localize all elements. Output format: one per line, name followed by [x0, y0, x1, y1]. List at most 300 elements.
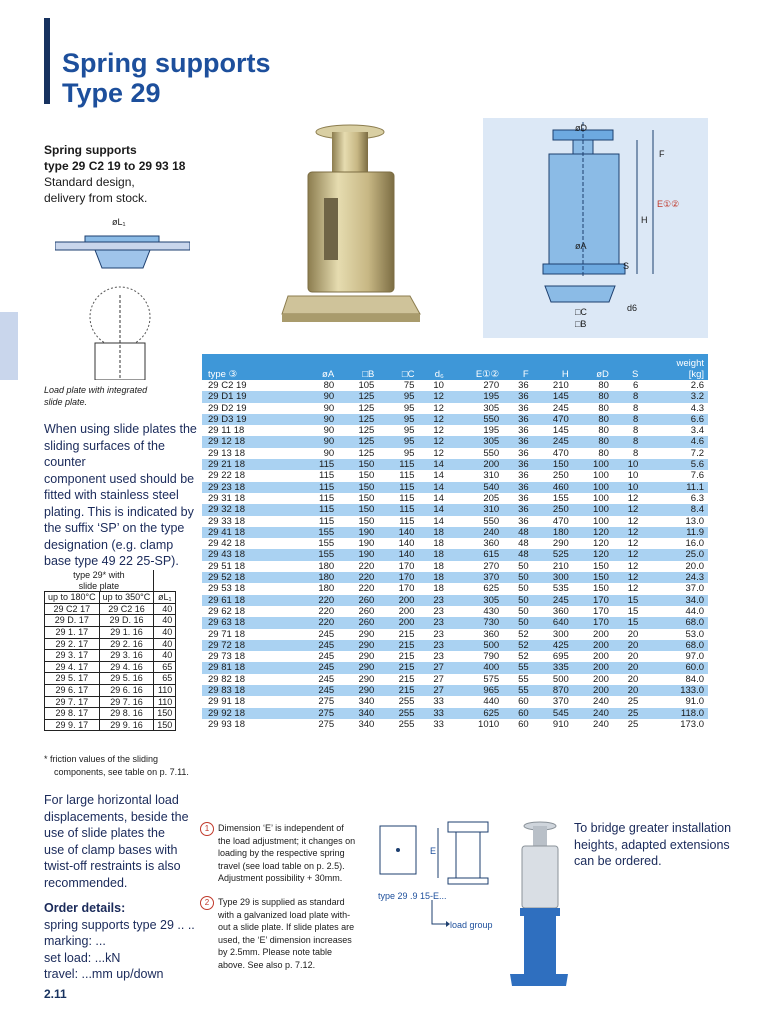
table-cell: 1010	[478, 718, 500, 730]
table-cell: 80	[323, 380, 335, 391]
table-cell: 173.0	[680, 718, 704, 730]
table-cell: 13.0	[685, 515, 704, 527]
table-cell: 500	[446, 640, 501, 651]
slide-table-cell: 150	[154, 708, 176, 720]
table-cell: 220	[358, 583, 375, 595]
table-cell: 340	[336, 708, 376, 719]
table-row	[202, 617, 708, 628]
table-cell: 27	[416, 685, 445, 696]
slide-table-cell: 40	[154, 603, 176, 615]
table-cell: 260	[358, 605, 375, 617]
table-cell: 29 42 18	[208, 538, 245, 550]
table-cell: 120	[571, 527, 611, 538]
table-cell: 33	[433, 696, 444, 708]
table-cell: 12	[611, 549, 640, 560]
table-row	[202, 606, 708, 617]
table-cell: 12	[416, 436, 445, 447]
table-cell: 52	[518, 628, 529, 640]
slide-plate-text: When using slide plates the sliding surfaces of the counter component used should be fitted with stainless steel plating. This is indicated by the suffix ‘SP’ on the type designation (e.g. clamp base type 49 22 25-SP).	[44, 422, 197, 568]
table-cell: 14	[433, 515, 444, 527]
slide-table-cell: 29 9. 16	[99, 719, 154, 731]
slide-table-col3: øL₁	[154, 592, 176, 604]
table-cell: 340	[358, 718, 375, 730]
table-cell: 150	[358, 470, 375, 482]
table-cell: 440	[483, 696, 500, 708]
table-cell: 118.0	[640, 708, 708, 719]
table-cell: 33	[433, 718, 444, 730]
table-row	[202, 448, 708, 459]
table-cell: 550	[483, 515, 500, 527]
title-accent-bar	[44, 18, 50, 104]
slide-table-cell: 40	[154, 626, 176, 638]
table-cell: 20	[627, 673, 639, 685]
table-cell: 220	[296, 595, 336, 606]
table-cell: 29 71 18	[208, 628, 245, 640]
table-cell: 255	[376, 708, 416, 719]
table-cell: 8	[633, 425, 639, 437]
table-cell: 215	[398, 651, 415, 663]
table-cell: 200	[571, 662, 611, 673]
table-cell: 115	[296, 459, 336, 470]
table-cell: 500	[552, 673, 569, 685]
table-cell: 180	[531, 527, 571, 538]
table-cell: 625	[446, 708, 501, 719]
table-cell: 68.0	[640, 640, 708, 651]
spring-support-table	[202, 354, 708, 730]
dim-label-C: □C	[575, 307, 587, 317]
table-cell: 27	[416, 662, 445, 673]
dim-label-D: øD	[575, 123, 587, 133]
table-cell: 150	[336, 459, 376, 470]
table-cell: 965	[446, 685, 501, 696]
table-row	[202, 380, 708, 391]
table-row	[202, 459, 708, 470]
table-cell: 11.1	[640, 482, 708, 493]
table-cell: 29 23 18	[202, 482, 296, 493]
table-cell: 16.0	[685, 538, 704, 550]
slide-plate-detail-drawing	[85, 285, 155, 380]
table-cell: 48	[518, 538, 529, 550]
dim-label-F: F	[659, 149, 665, 159]
table-cell: 245	[296, 640, 336, 651]
slide-table-cell: 65	[154, 673, 176, 685]
table-cell: 460	[531, 482, 571, 493]
table-cell: 370	[552, 696, 569, 708]
table-cell: 240	[593, 696, 609, 708]
slide-table-cell: 29 6. 16	[99, 684, 154, 696]
table-cell: 270	[483, 560, 500, 572]
table-cell: 115	[399, 492, 415, 504]
table-row	[202, 583, 708, 594]
table-cell: 23	[433, 651, 444, 663]
table-cell: 34.0	[640, 595, 708, 606]
table-row	[202, 391, 708, 402]
table-cell: 6.6	[640, 414, 708, 425]
table-row	[202, 493, 708, 504]
slide-table-cell: 29 4. 17	[45, 661, 100, 673]
table-cell: 245	[552, 402, 569, 414]
table-cell: 91.0	[685, 696, 704, 708]
table-cell: 29 21 18	[202, 459, 296, 470]
table-cell: 36	[501, 459, 530, 470]
table-cell: 5.6	[640, 459, 708, 470]
table-cell: 15	[611, 617, 640, 628]
table-cell: 180	[318, 560, 335, 572]
table-cell: 170	[376, 572, 416, 583]
slide-table-cell: 29 D. 16	[99, 615, 154, 627]
table-cell: 29 81 18	[202, 662, 296, 673]
table-cell: 275	[318, 718, 335, 730]
slide-table-cell: 40	[154, 650, 176, 662]
table-cell: 125	[336, 391, 376, 402]
table-cell: 36	[518, 425, 529, 437]
dimension-drawing-svg	[483, 118, 708, 338]
table-cell: 240	[593, 718, 609, 730]
table-cell: 245	[318, 651, 335, 663]
table-cell: 2.6	[690, 380, 704, 391]
table-cell: 23	[416, 595, 445, 606]
table-cell: 275	[318, 696, 335, 708]
table-cell: 8	[633, 447, 639, 459]
table-row	[202, 674, 708, 685]
table-cell: 170	[571, 595, 611, 606]
table-cell: 95	[403, 402, 415, 414]
table-cell: 29 D1 19	[202, 391, 296, 402]
table-cell: 55	[501, 685, 530, 696]
table-cell: 200	[593, 673, 609, 685]
table-cell: 44.0	[685, 605, 704, 617]
friction-note: * friction values of the sliding components, see table on p. 7.11.	[44, 754, 189, 777]
table-cell: 215	[398, 628, 415, 640]
table-cell: 52	[518, 651, 529, 663]
slide-table-row	[45, 661, 176, 673]
slide-table-row	[45, 603, 176, 615]
table-cell: 200	[446, 459, 501, 470]
table-cell: 29 C2 19	[208, 380, 247, 391]
slide-table-cell: 29 5. 17	[45, 673, 100, 685]
table-header-cell: øD	[571, 354, 611, 380]
slide-table-cell: 29 8. 16	[99, 708, 154, 720]
table-cell: 37.0	[685, 583, 704, 595]
table-header-cell: S	[611, 354, 640, 380]
table-cell: 115	[376, 504, 416, 515]
slide-table-row	[45, 719, 176, 731]
table-cell: 29 53 18	[208, 583, 245, 595]
table-cell: 150	[336, 482, 376, 493]
table-cell: 400	[446, 662, 501, 673]
slide-table-row	[45, 673, 176, 685]
table-cell: 60	[518, 718, 529, 730]
table-row	[202, 708, 708, 719]
table-cell: 100	[571, 504, 611, 515]
dim-label-d6: d6	[627, 303, 638, 313]
table-cell: 29 93 18	[208, 718, 245, 730]
table-cell: 50	[501, 572, 530, 583]
table-cell: 29 83 18	[202, 685, 296, 696]
slide-table-cell: 29 7. 16	[99, 696, 154, 708]
slide-table-cell: 29 9. 17	[45, 719, 100, 731]
table-cell: 695	[552, 651, 569, 663]
table-cell: 29 43 18	[202, 549, 296, 560]
table-cell: 115	[399, 515, 415, 527]
table-cell: 14	[433, 470, 444, 482]
table-cell: 15	[627, 605, 639, 617]
table-cell: 29 33 18	[208, 515, 245, 527]
table-cell: 8.4	[640, 504, 708, 515]
table-cell: 97.0	[685, 651, 704, 663]
table-cell: 200	[571, 685, 611, 696]
table-cell: 625	[483, 583, 500, 595]
slide-table-cell: 29 1. 17	[45, 626, 100, 638]
table-cell: 36	[518, 402, 529, 414]
table-cell: 215	[398, 673, 415, 685]
table-header-cell: type ③	[202, 354, 296, 380]
table-cell: 50	[518, 583, 529, 595]
table-cell: 7.6	[690, 470, 704, 482]
table-cell: 52	[501, 640, 530, 651]
intro-text: Spring supports type 29 C2 19 to 29 93 18 Standard design, delivery from stock.	[44, 143, 186, 205]
table-header-cell: □C	[376, 354, 416, 380]
table-cell: 14	[416, 504, 445, 515]
table-cell: 25	[611, 708, 640, 719]
table-cell: 300	[552, 628, 569, 640]
note-2-marker: 2	[200, 896, 214, 910]
table-cell: 36	[501, 482, 530, 493]
slide-table-cell: 150	[154, 719, 176, 731]
table-cell: 90	[296, 414, 336, 425]
table-cell: 155	[552, 492, 569, 504]
table-cell: 180	[296, 572, 336, 583]
table-cell: 95	[376, 436, 416, 447]
table-cell: 140	[376, 527, 416, 538]
table-cell: 125	[336, 414, 376, 425]
table-cell: 12	[627, 538, 639, 550]
table-cell: 48	[501, 527, 530, 538]
note-1: 1 Dimension ‘E’ is independent of the load adjustment; it changes on loading by the respective spring travel (see load table on p. 2.5). Adjustment possibility + 30mm.	[200, 822, 375, 885]
slide-table-cell: 29 2. 17	[45, 638, 100, 650]
slide-table-cell: 29 2. 16	[99, 638, 154, 650]
load-plate-caption: Load plate with integrated slide plate.	[44, 385, 148, 407]
table-header-cell: d₆	[416, 354, 445, 380]
extension-type: type 29 .9 15-E...	[378, 891, 447, 901]
table-cell: 220	[296, 617, 336, 628]
table-cell: 180	[318, 583, 335, 595]
table-cell: 29 12 18	[202, 436, 296, 447]
table-cell: 12	[627, 560, 639, 572]
table-cell: 125	[336, 436, 376, 447]
table-cell: 360	[483, 628, 500, 640]
slide-table-cell: 29 5. 16	[99, 673, 154, 685]
note-1-marker: 1	[200, 822, 214, 836]
table-row	[202, 651, 708, 662]
table-row	[202, 414, 708, 425]
table-cell: 245	[531, 595, 571, 606]
table-cell: 115	[399, 470, 415, 482]
slide-table-row	[45, 684, 176, 696]
table-cell: 7.2	[690, 447, 704, 459]
order-details: Order details: spring supports type 29 .. .. marking: ... set load: ...kN travel: ...mm up/down	[44, 901, 195, 981]
table-cell: 29 51 18	[208, 560, 245, 572]
table-cell: 115	[319, 492, 335, 504]
table-cell: 240	[446, 527, 501, 538]
table-cell: 200	[571, 640, 611, 651]
slide-table-head1: type 29* with	[45, 570, 154, 581]
table-cell: 260	[336, 617, 376, 628]
table-cell: 20	[611, 685, 640, 696]
table-cell: 12	[611, 527, 640, 538]
slide-table-cell: 29 8. 17	[45, 708, 100, 720]
table-cell: 290	[358, 673, 375, 685]
table-cell: 10	[611, 482, 640, 493]
table-cell: 36	[501, 504, 530, 515]
table-row	[202, 538, 708, 549]
table-cell: 60	[518, 696, 529, 708]
extension-photo	[508, 818, 570, 988]
table-row	[202, 685, 708, 696]
table-cell: 140	[376, 549, 416, 560]
table-cell: 220	[358, 560, 375, 572]
table-cell: 90	[296, 436, 336, 447]
table-cell: 170	[398, 583, 415, 595]
table-cell: 12	[611, 572, 640, 583]
table-row	[202, 516, 708, 527]
table-cell: 80	[571, 391, 611, 402]
table-cell: 270	[483, 380, 500, 391]
table-cell: 245	[296, 685, 336, 696]
slide-table-row	[45, 626, 176, 638]
table-cell: 29 32 18	[202, 504, 296, 515]
dim-label-B: □B	[575, 319, 587, 329]
table-cell: 245	[318, 673, 335, 685]
table-cell: 120	[593, 538, 609, 550]
table-cell: 90	[323, 447, 335, 459]
table-cell: 14	[416, 459, 445, 470]
table-cell: 155	[296, 549, 336, 560]
table-cell: 50	[518, 605, 529, 617]
table-cell: 29 52 18	[202, 572, 296, 583]
page-number: 2.11	[44, 987, 67, 1001]
table-cell: 29 91 18	[208, 696, 245, 708]
table-cell: 430	[483, 605, 500, 617]
table-cell: 870	[531, 685, 571, 696]
table-cell: 18	[433, 583, 444, 595]
table-cell: 8	[633, 402, 639, 414]
table-cell: 150	[571, 572, 611, 583]
table-cell: 95	[376, 414, 416, 425]
table-cell: 145	[531, 391, 571, 402]
table-cell: 150	[358, 515, 375, 527]
table-row	[202, 436, 708, 447]
table-cell: 95	[403, 425, 415, 437]
table-cell: 245	[318, 628, 335, 640]
table-cell: 8	[611, 436, 640, 447]
table-cell: 290	[552, 538, 569, 550]
table-cell: 910	[552, 718, 569, 730]
table-cell: 205	[483, 492, 500, 504]
slide-table-cell: 40	[154, 615, 176, 627]
table-cell: 4.3	[690, 402, 704, 414]
table-cell: 48	[501, 549, 530, 560]
table-cell: 190	[358, 538, 375, 550]
table-cell: 90	[296, 391, 336, 402]
table-cell: 200	[376, 595, 416, 606]
table-cell: 100	[571, 459, 611, 470]
table-cell: 80	[598, 380, 609, 391]
table-cell: 20	[627, 628, 639, 640]
table-cell: 20	[627, 651, 639, 663]
table-cell: 370	[446, 572, 501, 583]
table-cell: 20	[611, 640, 640, 651]
table-header-cell: weight [kg]	[640, 354, 708, 380]
table-cell: 18	[433, 538, 444, 550]
table-cell: 310	[446, 504, 501, 515]
table-cell: 170	[571, 617, 611, 628]
table-cell: 36	[518, 492, 529, 504]
table-cell: 14	[433, 492, 444, 504]
table-cell: 100	[593, 492, 609, 504]
slide-table-cell: 110	[154, 684, 176, 696]
table-cell: 145	[552, 425, 569, 437]
table-cell: 36	[518, 380, 529, 391]
slide-table-cell: 29 C2 17	[45, 603, 100, 615]
table-cell: 29 D2 19	[208, 402, 247, 414]
table-row	[202, 640, 708, 651]
bridge-text: To bridge greater installation heights, adapted extensions can be ordered.	[574, 821, 732, 868]
table-cell: 12	[416, 391, 445, 402]
table-cell: 23	[433, 628, 444, 640]
table-cell: 23	[416, 617, 445, 628]
table-cell: 80	[571, 414, 611, 425]
table-cell: 115	[376, 482, 416, 493]
table-cell: 90	[323, 425, 335, 437]
slide-table-cell: 29 3. 16	[99, 650, 154, 662]
page-title: Spring supports Type 29	[62, 48, 271, 108]
table-cell: 155	[296, 527, 336, 538]
table-cell: 305	[483, 402, 500, 414]
table-cell: 200	[593, 651, 609, 663]
table-cell: 220	[318, 605, 335, 617]
table-cell: 250	[531, 504, 571, 515]
table-cell: 150	[593, 560, 609, 572]
chapter-tab	[0, 312, 18, 380]
table-cell: 115	[376, 459, 416, 470]
table-cell: 340	[358, 696, 375, 708]
dim-label-S: S	[623, 261, 630, 271]
table-cell: 36	[501, 414, 530, 425]
table-cell: 255	[398, 696, 415, 708]
table-cell: 15	[611, 595, 640, 606]
slide-table-head2: slide plate	[45, 581, 154, 592]
table-cell: 10	[611, 459, 640, 470]
table-cell: 29 13 18	[208, 447, 245, 459]
table-cell: 25	[627, 696, 639, 708]
table-cell: 29 31 18	[208, 492, 245, 504]
load-plate-drawing	[55, 228, 190, 278]
slide-table-cell: 29 3. 17	[45, 650, 100, 662]
table-cell: 125	[358, 447, 375, 459]
table-cell: 50	[518, 560, 529, 572]
table-cell: 80	[598, 402, 609, 414]
table-cell: 310	[483, 470, 500, 482]
dim-label-A: øA	[575, 241, 587, 251]
table-cell: 115	[319, 470, 335, 482]
table-row	[202, 425, 708, 436]
table-cell: 290	[358, 628, 375, 640]
table-cell: 360	[552, 605, 569, 617]
table-cell: 115	[296, 504, 336, 515]
table-cell: 27	[433, 673, 444, 685]
slide-table-row	[45, 696, 176, 708]
